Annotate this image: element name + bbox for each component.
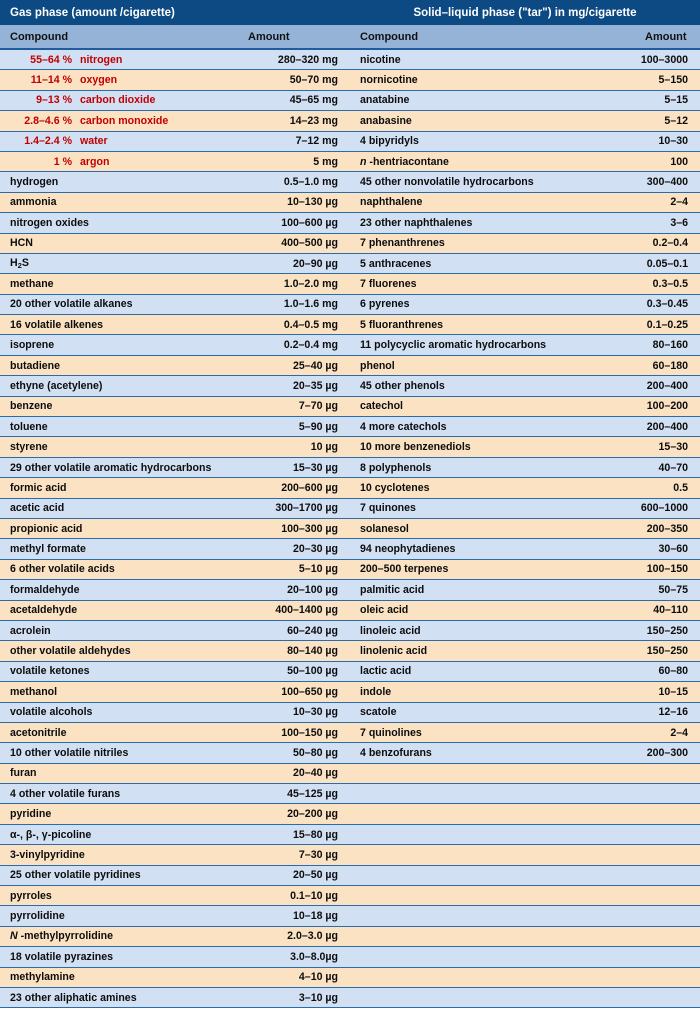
table-row (0, 784, 350, 804)
table-row (0, 906, 350, 926)
row-compound: water (80, 135, 108, 148)
table-row (350, 356, 700, 376)
table-row (0, 152, 350, 172)
table-row (0, 376, 350, 396)
row-compound: methanol (10, 685, 58, 698)
table-row (0, 703, 350, 723)
row-compound: anatabine (360, 94, 410, 107)
table-row (350, 254, 700, 274)
table-row (350, 234, 700, 254)
table-row (0, 478, 350, 498)
row-amount: 5 mg (313, 155, 338, 168)
row-amount: 5–90 µg (298, 420, 338, 433)
table-row (0, 499, 350, 519)
row-compound: 20 other volatile alkanes (10, 298, 133, 311)
table-row (350, 70, 700, 90)
table-row (350, 274, 700, 294)
row-compound: 10 other volatile nitriles (10, 746, 129, 759)
table-row (0, 539, 350, 559)
table-row (0, 315, 350, 335)
row-amount: 40–70 (658, 461, 688, 474)
row-compound: nornicotine (360, 74, 418, 87)
table-row (350, 193, 700, 213)
gas-phase-header-amount: Amount (248, 30, 290, 43)
row-compound: 4 benzofurans (360, 746, 432, 759)
table-row (350, 601, 700, 621)
row-amount: 50–100 µg (287, 665, 338, 678)
row-compound: 18 volatile pyrazines (10, 950, 114, 963)
table-row (350, 458, 700, 478)
row-compound: acetaldehyde (10, 604, 78, 617)
row-amount: 3.0–8.0µg (290, 950, 338, 963)
row-compound: styrene (10, 441, 48, 454)
table-row (0, 560, 350, 580)
row-compound: 29 other volatile aromatic hydrocarbons (10, 461, 212, 474)
row-compound: 5 anthracenes (360, 257, 432, 270)
table-row (0, 519, 350, 539)
table-row (0, 764, 350, 784)
row-compound: isoprene (10, 339, 55, 352)
table-row (350, 213, 700, 233)
row-amount: 2–4 (670, 726, 688, 739)
row-compound: 6 other volatile acids (10, 563, 115, 576)
row-percentage: 11–14 % (30, 74, 72, 87)
table-row (0, 825, 350, 845)
row-compound: other volatile aldehydes (10, 645, 131, 658)
table-row (350, 50, 700, 70)
row-compound: 5 fluoranthrenes (360, 318, 444, 331)
row-compound: α-, β-, γ-picoline (10, 828, 92, 841)
table-row (0, 641, 350, 661)
table-row (350, 662, 700, 682)
row-amount: 80–160 (652, 339, 688, 352)
row-compound: 7 fluorenes (360, 277, 417, 290)
row-amount: 50–70 mg (289, 74, 338, 87)
row-amount: 100–200 (646, 400, 688, 413)
table-row (350, 417, 700, 437)
row-amount: 0.4–0.5 mg (283, 318, 338, 331)
row-amount: 0.5–1.0 mg (283, 176, 338, 189)
row-amount: 100–150 (646, 563, 688, 576)
row-compound: catechol (360, 400, 403, 413)
row-compound: oxygen (80, 74, 118, 87)
row-compound: $H_2S$ (10, 257, 29, 271)
row-amount: 10–15 (658, 685, 688, 698)
row-amount: 20–35 µg (293, 379, 338, 392)
row-compound: linolenic acid (360, 645, 428, 658)
row-compound: propionic acid (10, 522, 83, 535)
table-row (350, 906, 700, 926)
row-amount: 200–400 (646, 420, 688, 433)
row-amount: 60–240 µg (287, 624, 338, 637)
row-amount: 45–65 mg (289, 94, 338, 107)
table-row (350, 764, 700, 784)
row-amount: 15–30 µg (293, 461, 338, 474)
table-row (350, 682, 700, 702)
row-amount: 0.2–0.4 (652, 237, 688, 250)
row-compound: acetonitrile (10, 726, 67, 739)
tar-phase-header-compound: Compound (360, 30, 419, 43)
row-amount: 40–110 (653, 604, 688, 617)
table-row (350, 703, 700, 723)
row-compound: hydrogen (10, 176, 59, 189)
row-compound: 94 neophytadienes (360, 543, 456, 556)
row-compound: nicotine (360, 53, 401, 66)
row-compound: volatile ketones (10, 665, 90, 678)
tar-phase-header-amount: Amount (645, 30, 687, 43)
table-row (0, 968, 350, 988)
table-row (0, 91, 350, 111)
row-compound: ethyne (acetylene) (10, 379, 103, 392)
row-compound: volatile alcohols (10, 706, 93, 719)
row-amount: 7–30 µg (298, 848, 338, 861)
row-amount: 100–3000 (640, 53, 688, 66)
table-row (350, 560, 700, 580)
table-row (0, 947, 350, 967)
table-row (350, 927, 700, 947)
row-compound: formic acid (10, 481, 67, 494)
row-amount: 300–400 (646, 176, 688, 189)
row-amount: 5–15 (664, 94, 688, 107)
tar-phase-subheader (350, 25, 700, 50)
gas-phase-rows (0, 50, 350, 1020)
table-row (0, 662, 350, 682)
row-amount: 20–50 µg (293, 869, 338, 882)
table-row (0, 804, 350, 824)
table-row (0, 845, 350, 865)
table-row (350, 784, 700, 804)
table-row (350, 376, 700, 396)
row-compound: 4 bipyridyls (360, 135, 419, 148)
row-compound: 25 other volatile pyridines (10, 869, 141, 882)
row-compound: methyl formate (10, 543, 86, 556)
table-row (0, 50, 350, 70)
table-row (350, 295, 700, 315)
table-row (0, 723, 350, 743)
row-compound: ammonia (10, 196, 57, 209)
table-row (0, 580, 350, 600)
row-amount: 200–600 µg (281, 481, 338, 494)
table-row (350, 743, 700, 763)
row-compound: 7 phenanthrenes (360, 237, 445, 250)
row-compound: 4 more catechols (360, 420, 447, 433)
row-compound: pyrrolidine (10, 910, 65, 923)
row-compound: 10 cyclotenes (360, 481, 430, 494)
row-compound: argon (80, 155, 110, 168)
row-compound: n -hentriacontane (360, 155, 449, 168)
row-amount: 100–600 µg (281, 216, 338, 229)
row-amount: 20–40 µg (293, 767, 338, 780)
row-compound: carbon dioxide (80, 94, 156, 107)
row-amount: 10–30 µg (293, 706, 338, 719)
table-row (0, 988, 350, 1008)
row-compound: linoleic acid (360, 624, 421, 637)
table-row (350, 315, 700, 335)
row-compound: nitrogen oxides (10, 216, 89, 229)
tar-phase-rows (350, 50, 700, 1020)
row-amount: 3–10 µg (298, 991, 338, 1004)
table-row (350, 621, 700, 641)
row-amount: 0.3–0.45 (646, 298, 688, 311)
row-amount: 12–16 (658, 706, 688, 719)
row-amount: 50–75 (658, 583, 688, 596)
row-amount: 60–180 (652, 359, 688, 372)
table-row (350, 968, 700, 988)
row-amount: 1.0–1.6 mg (283, 298, 338, 311)
row-amount: 0.3–0.5 (652, 277, 688, 290)
table-row (0, 193, 350, 213)
row-compound: carbon monoxide (80, 114, 169, 127)
table-row (350, 947, 700, 967)
table-row (350, 499, 700, 519)
row-percentage: 1.4–2.4 % (24, 135, 72, 148)
row-amount: 10–30 (658, 135, 688, 148)
row-compound: oleic acid (360, 604, 409, 617)
table-row (0, 213, 350, 233)
row-compound: naphthalene (360, 196, 423, 209)
table-row (350, 152, 700, 172)
row-compound: 23 other aliphatic amines (10, 991, 137, 1004)
table-row (0, 132, 350, 152)
table-row (350, 519, 700, 539)
table-row (0, 172, 350, 192)
table-row (350, 866, 700, 886)
table-row (0, 682, 350, 702)
row-percentage: 1 % (53, 155, 72, 168)
gas-phase-title: Gas phase (amount /cigarette) (0, 0, 350, 25)
row-amount: 400–1400 µg (275, 604, 338, 617)
row-amount: 200–400 (646, 379, 688, 392)
row-compound: scatole (360, 706, 397, 719)
row-amount: 4–10 µg (298, 971, 338, 984)
row-amount: 100 (670, 155, 688, 168)
row-compound: furan (10, 767, 37, 780)
table-row (350, 335, 700, 355)
table-row (350, 641, 700, 661)
table-row (350, 132, 700, 152)
row-compound: pyridine (10, 808, 52, 821)
row-amount: 280–320 mg (277, 53, 338, 66)
row-amount: 0.05–0.1 (646, 257, 688, 270)
row-amount: 20–100 µg (287, 583, 338, 596)
row-amount: 150–250 (646, 624, 688, 637)
tar-phase-column (350, 0, 700, 1020)
row-amount: 20–30 µg (293, 543, 338, 556)
row-compound: 200–500 terpenes (360, 563, 449, 576)
row-amount: 2–4 (670, 196, 688, 209)
row-compound: nitrogen (80, 53, 123, 66)
table-row (350, 539, 700, 559)
row-amount: 2.0–3.0 µg (287, 930, 338, 943)
table-row (0, 458, 350, 478)
row-amount: 15–30 (658, 441, 688, 454)
table-row (350, 437, 700, 457)
row-compound: acrolein (10, 624, 51, 637)
table-row (350, 804, 700, 824)
row-amount: 100–150 µg (281, 726, 338, 739)
row-amount: 10–130 µg (287, 196, 338, 209)
row-amount: 200–300 (646, 746, 688, 759)
row-compound: 10 more benzenediols (360, 441, 471, 454)
row-compound: 6 pyrenes (360, 298, 410, 311)
table-row (0, 437, 350, 457)
row-compound: 7 quinones (360, 502, 416, 515)
row-amount: 200–350 (646, 522, 688, 535)
row-amount: 5–150 (658, 74, 688, 87)
row-compound: acetic acid (10, 502, 65, 515)
row-compound: 4 other volatile furans (10, 787, 121, 800)
row-amount: 45–125 µg (287, 787, 338, 800)
row-compound: lactic acid (360, 665, 412, 678)
table-row (0, 886, 350, 906)
row-compound: formaldehyde (10, 583, 80, 596)
row-compound: 45 other phenols (360, 379, 445, 392)
row-amount: 50–80 µg (293, 746, 338, 759)
table-row (0, 601, 350, 621)
row-amount: 100–650 µg (281, 685, 338, 698)
table-row (0, 111, 350, 131)
table-row (350, 723, 700, 743)
row-percentage: 2.8–4.6 % (24, 114, 72, 127)
row-amount: 400–500 µg (281, 237, 338, 250)
row-amount: 100–300 µg (281, 522, 338, 535)
table-row (0, 417, 350, 437)
tar-phase-title: Solid–liquid phase ("tar") in mg/cigarette (350, 0, 700, 25)
row-amount: 25–40 µg (293, 359, 338, 372)
row-amount: 15–80 µg (293, 828, 338, 841)
row-compound: anabasine (360, 114, 412, 127)
row-amount: 3–6 (670, 216, 688, 229)
row-amount: 5–12 (664, 114, 688, 127)
row-amount: 20–200 µg (287, 808, 338, 821)
row-amount: 0.5 (673, 481, 688, 494)
table-row (350, 845, 700, 865)
row-amount: 5–10 µg (298, 563, 338, 576)
table-row (0, 621, 350, 641)
row-compound: butadiene (10, 359, 61, 372)
row-amount: 0.1–10 µg (290, 889, 338, 902)
row-amount: 10 µg (310, 441, 338, 454)
row-amount: 300–1700 µg (275, 502, 338, 515)
table-row (350, 172, 700, 192)
row-amount: 0.1–0.25 (646, 318, 688, 331)
row-compound: indole (360, 685, 392, 698)
row-compound: solanesol (360, 522, 409, 535)
row-compound: 16 volatile alkenes (10, 318, 104, 331)
table-row (350, 91, 700, 111)
table-row (0, 356, 350, 376)
row-amount: 60–80 (658, 665, 688, 678)
row-compound: methane (10, 277, 54, 290)
row-compound: N -methylpyrrolidine (10, 930, 114, 943)
row-amount: 80–140 µg (287, 645, 338, 658)
gas-phase-header-compound: Compound (10, 30, 69, 43)
row-amount: 30–60 (658, 543, 688, 556)
table-row (350, 825, 700, 845)
table-row (0, 335, 350, 355)
row-compound: 45 other nonvolatile hydrocarbons (360, 176, 534, 189)
table-row (0, 234, 350, 254)
table-row (0, 295, 350, 315)
row-compound: methylamine (10, 971, 75, 984)
table-row (0, 927, 350, 947)
table-row (0, 743, 350, 763)
gas-phase-subheader (0, 25, 350, 50)
row-compound: 23 other naphthalenes (360, 216, 473, 229)
row-amount: 600–1000 (640, 502, 688, 515)
row-percentage: 55–64 % (30, 53, 72, 66)
row-compound: toluene (10, 420, 48, 433)
row-amount: 0.2–0.4 mg (283, 339, 338, 352)
row-amount: 20–90 µg (293, 257, 338, 270)
table-row (350, 478, 700, 498)
table-row (350, 886, 700, 906)
table-row (0, 274, 350, 294)
table-row (0, 397, 350, 417)
row-compound: palmitic acid (360, 583, 425, 596)
row-compound: 7 quinolines (360, 726, 422, 739)
row-compound: HCN (10, 237, 33, 250)
row-amount: 1.0–2.0 mg (283, 277, 338, 290)
table-row (0, 254, 350, 274)
row-compound: phenol (360, 359, 395, 372)
table-row (0, 70, 350, 90)
table-row (350, 111, 700, 131)
row-compound: pyrroles (10, 889, 52, 902)
row-amount: 7–70 µg (298, 400, 338, 413)
row-compound: 3-vinylpyridine (10, 848, 85, 861)
table-row (350, 580, 700, 600)
table-row (350, 988, 700, 1008)
row-compound: 11 polycyclic aromatic hydrocarbons (360, 339, 547, 352)
row-amount: 14–23 mg (289, 114, 338, 127)
row-amount: 10–18 µg (293, 910, 338, 923)
table-row (350, 397, 700, 417)
row-amount: 7–12 mg (295, 135, 338, 148)
table-row (0, 866, 350, 886)
row-amount: 150–250 (646, 645, 688, 658)
row-compound: 8 polyphenols (360, 461, 432, 474)
row-compound: benzene (10, 400, 53, 413)
row-percentage: 9–13 % (36, 94, 72, 107)
